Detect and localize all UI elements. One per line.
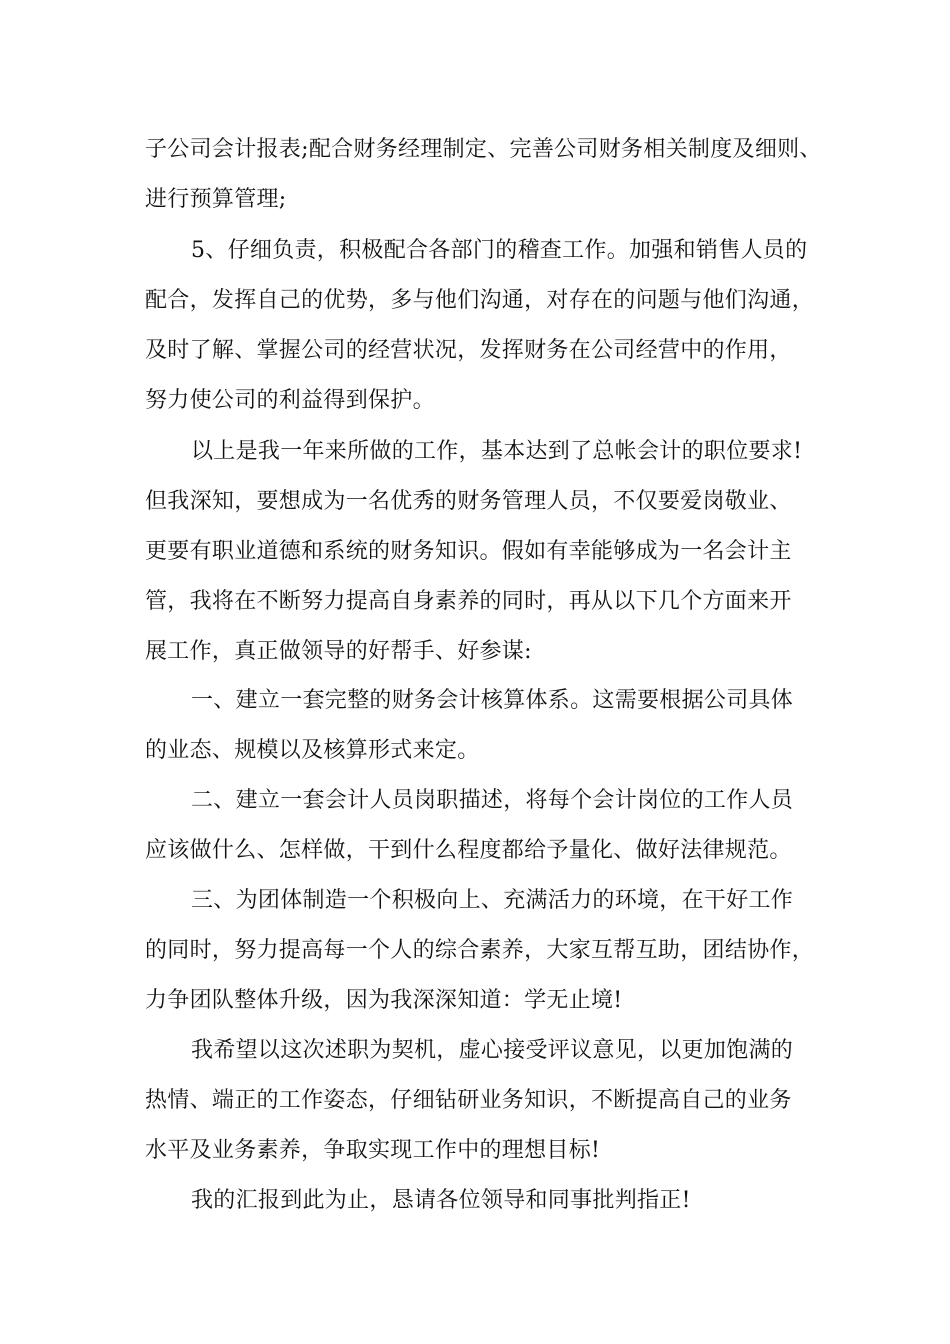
text-line-19: 我希望以这次述职为契机，虚心接受评议意见，以更加饱满的 <box>191 1038 794 1063</box>
text-line-18: 力争团队整体升级，因为我深深知道：学无止境! <box>145 988 623 1013</box>
text-line-14: 二、建立一套会计人员岗职描述，将每个会计岗位的工作人员 <box>191 788 794 813</box>
text-line-11: 展工作，真正做领导的好帮手、好参谋: <box>145 639 532 664</box>
text-line-8: 但我深知，要想成为一名优秀的财务管理人员，不仅要爱岗敬业、 <box>145 489 792 514</box>
text-line-7: 以上是我一年来所做的工作，基本达到了总帐会计的职位要求! <box>191 439 803 464</box>
text-line-17: 的同时，努力提高每一个人的综合素养，大家互帮互助，团结协作， <box>145 938 815 963</box>
text-line-22: 我的汇报到此为止，恳请各位领导和同事批判指正! <box>191 1188 691 1213</box>
text-line-3: 5、仔细负责，积极配合各部门的稽查工作。加强和销售人员的 <box>191 238 808 263</box>
text-line-16: 三、为团体制造一个积极向上、充满活力的环境，在干好工作 <box>191 888 794 913</box>
text-line-20: 热情、端正的工作姿态，仔细钻研业务知识，不断提高自己的业务 <box>145 1088 792 1113</box>
text-line-15: 应该做什么、怎样做，干到什么程度都给予量化、做好法律规范。 <box>145 838 792 863</box>
text-line-2: 进行预算管理; <box>145 187 287 212</box>
text-line-6: 努力使公司的利益得到保护。 <box>145 388 435 413</box>
text-line-9: 更要有职业道德和系统的财务知识。假如有幸能够成为一名会计主 <box>145 539 792 564</box>
text-line-13: 的业态、规模以及核算形式来定。 <box>145 738 480 763</box>
text-line-21: 水平及业务素养，争取实现工作中的理想目标! <box>145 1138 601 1163</box>
text-line-4: 配合，发挥自己的优势，多与他们沟通，对存在的问题与他们沟通， <box>145 288 815 313</box>
text-line-5: 及时了解、掌握公司的经营状况，发挥财务在公司经营中的作用， <box>145 338 792 363</box>
text-line-1: 子公司会计报表;配合财务经理制定、完善公司财务相关制度及细则、 <box>145 137 822 162</box>
text-line-10: 管，我将在不断努力提高自身素养的同时，再从以下几个方面来开 <box>145 589 792 614</box>
text-line-12: 一、建立一套完整的财务会计核算体系。这需要根据公司具体 <box>191 688 794 713</box>
